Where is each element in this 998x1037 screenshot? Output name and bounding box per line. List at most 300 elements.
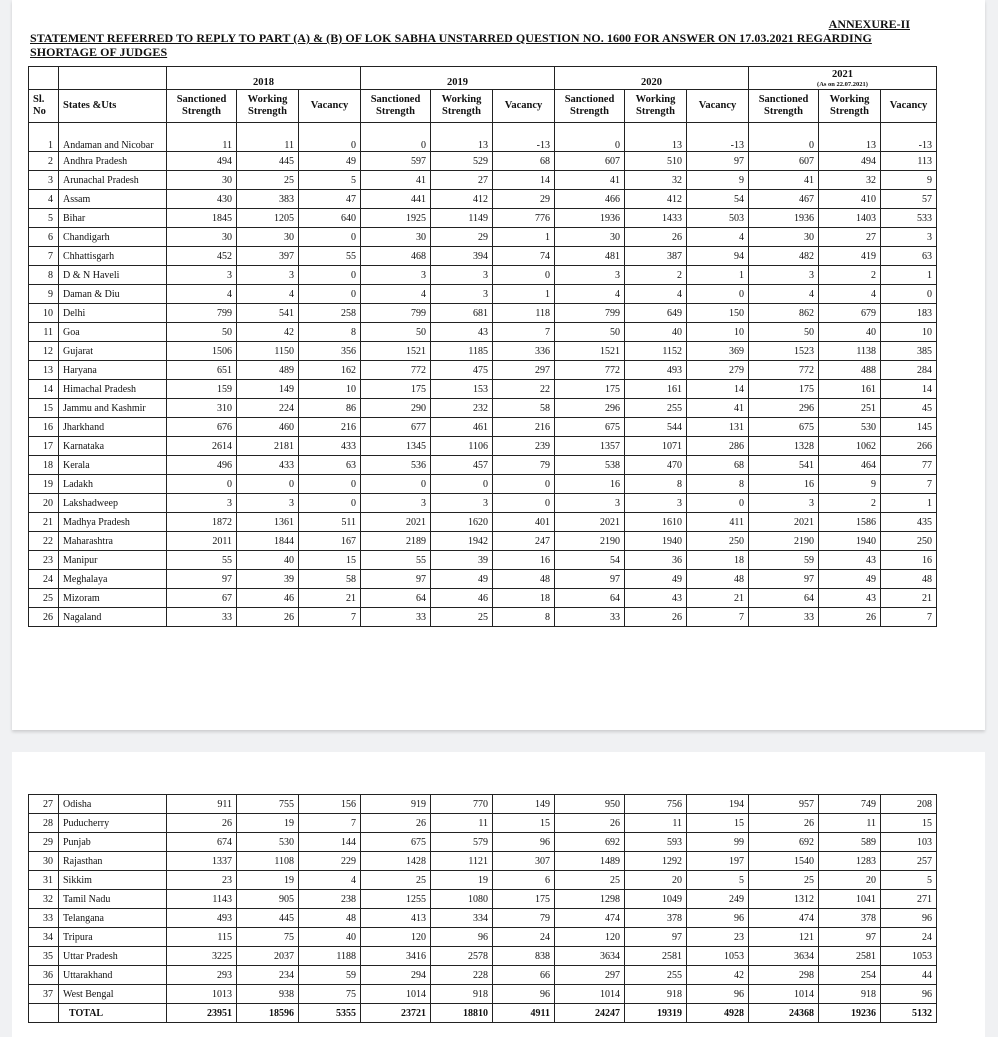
vacancy-2020-cell: 14 bbox=[687, 380, 749, 399]
working-2020-cell: 412 bbox=[625, 190, 687, 209]
serial-number: 13 bbox=[29, 361, 59, 380]
working-2019-cell: 0 bbox=[431, 475, 493, 494]
vacancy-2020-cell: 4 bbox=[687, 228, 749, 247]
table-row bbox=[29, 190, 937, 209]
sanctioned-2018-cell: 452 bbox=[167, 247, 237, 266]
working-2021-cell: 2 bbox=[819, 266, 881, 285]
state-name: Odisha bbox=[59, 795, 167, 814]
sanctioned-2020-cell: 33 bbox=[555, 608, 625, 627]
sanctioned-2020-cell: 481 bbox=[555, 247, 625, 266]
vacancy-2021-cell: 5 bbox=[881, 871, 937, 890]
sanctioned-2019-cell: 799 bbox=[361, 304, 431, 323]
total-cell: 5355 bbox=[299, 1004, 361, 1023]
working-2019-cell: 1106 bbox=[431, 437, 493, 456]
state-name: Haryana bbox=[59, 361, 167, 380]
sanctioned-2021-cell: 59 bbox=[749, 551, 819, 570]
working-2020-cell: 2581 bbox=[625, 947, 687, 966]
vacancy-2019-cell: 149 bbox=[493, 795, 555, 814]
table-row bbox=[29, 551, 937, 570]
sanctioned-2018-cell: 1872 bbox=[167, 513, 237, 532]
working-2021-cell: 679 bbox=[819, 304, 881, 323]
vacancy-2021-cell: 9 bbox=[881, 171, 937, 190]
working-2020-cell: 97 bbox=[625, 928, 687, 947]
vacancy-2020-cell: 96 bbox=[687, 985, 749, 1004]
state-header: States &Uts bbox=[59, 90, 167, 123]
working-2021-cell: 1062 bbox=[819, 437, 881, 456]
vacancy-2021-cell: 96 bbox=[881, 909, 937, 928]
sanctioned-2018-cell: 494 bbox=[167, 152, 237, 171]
sanctioned-2020-cell: 3634 bbox=[555, 947, 625, 966]
working-2020-cell: 1610 bbox=[625, 513, 687, 532]
sanctioned-2021-cell: 3 bbox=[749, 266, 819, 285]
table-row bbox=[29, 833, 937, 852]
working-2019-cell: 228 bbox=[431, 966, 493, 985]
vacancy-2019-cell: 68 bbox=[493, 152, 555, 171]
working-2021-cell: 589 bbox=[819, 833, 881, 852]
table-row bbox=[29, 494, 937, 513]
sanctioned-2021-cell: 30 bbox=[749, 228, 819, 247]
vacancy-2020-cell: 1053 bbox=[687, 947, 749, 966]
total-cell: 4928 bbox=[687, 1004, 749, 1023]
state-name: Tripura bbox=[59, 928, 167, 947]
vacancy-2021-cell: 44 bbox=[881, 966, 937, 985]
state-name: Maharashtra bbox=[59, 532, 167, 551]
sanctioned-2019-cell: 50 bbox=[361, 323, 431, 342]
working-2018-cell: 905 bbox=[237, 890, 299, 909]
serial-number: 21 bbox=[29, 513, 59, 532]
vacancy-2021-cell: 385 bbox=[881, 342, 937, 361]
vacancy-2021-cell: 16 bbox=[881, 551, 937, 570]
working-2019-cell: 1149 bbox=[431, 209, 493, 228]
sanctioned-2020-cell: 175 bbox=[555, 380, 625, 399]
total-cell: 18596 bbox=[237, 1004, 299, 1023]
state-name: Mizoram bbox=[59, 589, 167, 608]
total-cell: 24368 bbox=[749, 1004, 819, 1023]
total-row bbox=[29, 1004, 937, 1023]
sanctioned-2020-cell: 692 bbox=[555, 833, 625, 852]
working-2020-cell: 544 bbox=[625, 418, 687, 437]
working-2020-cell: 26 bbox=[625, 228, 687, 247]
vacancy-2020-cell: 411 bbox=[687, 513, 749, 532]
vacancy-2020-cell: 503 bbox=[687, 209, 749, 228]
sanctioned-2021-cell: 541 bbox=[749, 456, 819, 475]
judges-table-part-2 bbox=[28, 794, 937, 1023]
state-name: Jammu and Kashmir bbox=[59, 399, 167, 418]
working-2020-cell: 11 bbox=[625, 814, 687, 833]
sanctioned-2021-cell: 0 bbox=[749, 123, 819, 152]
working-header: Working Strength bbox=[625, 90, 687, 123]
table-row bbox=[29, 437, 937, 456]
working-2020-cell: 49 bbox=[625, 570, 687, 589]
sanctioned-2018-cell: 4 bbox=[167, 285, 237, 304]
working-2019-cell: 3 bbox=[431, 266, 493, 285]
sanctioned-2018-cell: 3225 bbox=[167, 947, 237, 966]
working-2021-cell: 749 bbox=[819, 795, 881, 814]
vacancy-2021-cell: 15 bbox=[881, 814, 937, 833]
working-2019-cell: 27 bbox=[431, 171, 493, 190]
sanctioned-2018-cell: 1506 bbox=[167, 342, 237, 361]
working-2019-cell: 1185 bbox=[431, 342, 493, 361]
working-2018-cell: 11 bbox=[237, 123, 299, 152]
table-row bbox=[29, 814, 937, 833]
serial-number: 8 bbox=[29, 266, 59, 285]
document-title: STATEMENT REFERRED TO REPLY TO PART (A) & (B) OF LOK SABHA UNSTARRED QUESTION NO. 1600 FOR ANSWER ON 17.03.2021 REGARDING SHORTAGE OF JUDGES bbox=[30, 31, 872, 59]
table-row bbox=[29, 532, 937, 551]
working-2021-cell: 13 bbox=[819, 123, 881, 152]
vacancy-header: Vacancy bbox=[687, 90, 749, 123]
working-2021-cell: 97 bbox=[819, 928, 881, 947]
sanctioned-2021-cell: 64 bbox=[749, 589, 819, 608]
vacancy-2019-cell: 239 bbox=[493, 437, 555, 456]
sanctioned-2021-cell: 296 bbox=[749, 399, 819, 418]
sanctioned-2018-cell: 1013 bbox=[167, 985, 237, 1004]
vacancy-2020-cell: 18 bbox=[687, 551, 749, 570]
working-2019-cell: 579 bbox=[431, 833, 493, 852]
working-2020-cell: 378 bbox=[625, 909, 687, 928]
vacancy-2020-cell: 7 bbox=[687, 608, 749, 627]
vacancy-2019-cell: 1 bbox=[493, 228, 555, 247]
vacancy-2018-cell: 433 bbox=[299, 437, 361, 456]
working-2019-cell: 232 bbox=[431, 399, 493, 418]
sanctioned-2020-cell: 3 bbox=[555, 266, 625, 285]
vacancy-2018-cell: 0 bbox=[299, 228, 361, 247]
sanctioned-2018-cell: 430 bbox=[167, 190, 237, 209]
working-2021-cell: 20 bbox=[819, 871, 881, 890]
as-on-date-note: (As on 22.07.2021) bbox=[817, 81, 868, 88]
sanctioned-2019-cell: 26 bbox=[361, 814, 431, 833]
serial-number: 27 bbox=[29, 795, 59, 814]
state-name: Assam bbox=[59, 190, 167, 209]
vacancy-2021-cell: 1 bbox=[881, 494, 937, 513]
serial-number: 26 bbox=[29, 608, 59, 627]
working-2020-cell: 161 bbox=[625, 380, 687, 399]
sanctioned-2020-cell: 466 bbox=[555, 190, 625, 209]
vacancy-2018-cell: 258 bbox=[299, 304, 361, 323]
state-name: Chandigarh bbox=[59, 228, 167, 247]
sanctioned-2019-cell: 1521 bbox=[361, 342, 431, 361]
blank-header bbox=[59, 67, 167, 90]
state-name: D & N Haveli bbox=[59, 266, 167, 285]
state-name: Madhya Pradesh bbox=[59, 513, 167, 532]
total-cell: 19319 bbox=[625, 1004, 687, 1023]
vacancy-2019-cell: 15 bbox=[493, 814, 555, 833]
vacancy-2018-cell: 7 bbox=[299, 608, 361, 627]
sanctioned-2020-cell: 16 bbox=[555, 475, 625, 494]
sanctioned-2018-cell: 496 bbox=[167, 456, 237, 475]
vacancy-2020-cell: 23 bbox=[687, 928, 749, 947]
working-2020-cell: 2 bbox=[625, 266, 687, 285]
serial-number: 32 bbox=[29, 890, 59, 909]
table-row bbox=[29, 871, 937, 890]
sanctioned-2021-cell: 862 bbox=[749, 304, 819, 323]
sanctioned-2018-cell: 1337 bbox=[167, 852, 237, 871]
state-name: Telangana bbox=[59, 909, 167, 928]
serial-number: 11 bbox=[29, 323, 59, 342]
working-2019-cell: 2578 bbox=[431, 947, 493, 966]
vacancy-2020-cell: 250 bbox=[687, 532, 749, 551]
vacancy-2018-cell: 48 bbox=[299, 909, 361, 928]
total-label: TOTAL bbox=[59, 1004, 167, 1023]
sanctioned-2020-cell: 772 bbox=[555, 361, 625, 380]
working-2018-cell: 25 bbox=[237, 171, 299, 190]
state-name: Puducherry bbox=[59, 814, 167, 833]
sanctioned-2019-cell: 1428 bbox=[361, 852, 431, 871]
working-2019-cell: 39 bbox=[431, 551, 493, 570]
serial-number: 16 bbox=[29, 418, 59, 437]
vacancy-2018-cell: 49 bbox=[299, 152, 361, 171]
sanctioned-2019-cell: 4 bbox=[361, 285, 431, 304]
sanctioned-2019-cell: 3 bbox=[361, 494, 431, 513]
sanctioned-2021-cell: 474 bbox=[749, 909, 819, 928]
sanctioned-2021-cell: 2021 bbox=[749, 513, 819, 532]
working-2018-cell: 2037 bbox=[237, 947, 299, 966]
sanctioned-2020-cell: 1489 bbox=[555, 852, 625, 871]
sanctioned-2019-cell: 25 bbox=[361, 871, 431, 890]
sanctioned-2019-cell: 597 bbox=[361, 152, 431, 171]
vacancy-2019-cell: 74 bbox=[493, 247, 555, 266]
working-2020-cell: 26 bbox=[625, 608, 687, 627]
document-page-2 bbox=[12, 752, 985, 1037]
vacancy-2021-cell: 435 bbox=[881, 513, 937, 532]
working-2018-cell: 0 bbox=[237, 475, 299, 494]
serial-number: 3 bbox=[29, 171, 59, 190]
sanctioned-2021-cell: 3634 bbox=[749, 947, 819, 966]
working-2020-cell: 8 bbox=[625, 475, 687, 494]
sanctioned-2018-cell: 11 bbox=[167, 123, 237, 152]
serial-number: 29 bbox=[29, 833, 59, 852]
year-header-2018: 2018 bbox=[167, 67, 361, 90]
table-row bbox=[29, 171, 937, 190]
state-name: Meghalaya bbox=[59, 570, 167, 589]
working-2019-cell: 11 bbox=[431, 814, 493, 833]
table-row bbox=[29, 570, 937, 589]
sanctioned-2021-cell: 41 bbox=[749, 171, 819, 190]
vacancy-2019-cell: 22 bbox=[493, 380, 555, 399]
vacancy-2019-cell: 247 bbox=[493, 532, 555, 551]
vacancy-2020-cell: 15 bbox=[687, 814, 749, 833]
serial-number: 31 bbox=[29, 871, 59, 890]
table-row bbox=[29, 608, 937, 627]
state-name: Arunachal Pradesh bbox=[59, 171, 167, 190]
working-2020-cell: 255 bbox=[625, 399, 687, 418]
sanctioned-2019-cell: 0 bbox=[361, 123, 431, 152]
vacancy-2020-cell: 0 bbox=[687, 494, 749, 513]
working-2021-cell: 488 bbox=[819, 361, 881, 380]
table-row bbox=[29, 228, 937, 247]
working-2020-cell: 1292 bbox=[625, 852, 687, 871]
working-2021-cell: 161 bbox=[819, 380, 881, 399]
serial-number: 12 bbox=[29, 342, 59, 361]
vacancy-2021-cell: 7 bbox=[881, 608, 937, 627]
sanctioned-2020-cell: 2021 bbox=[555, 513, 625, 532]
vacancy-2018-cell: 640 bbox=[299, 209, 361, 228]
vacancy-2018-cell: 47 bbox=[299, 190, 361, 209]
judges-table-part-1 bbox=[28, 66, 937, 627]
vacancy-2019-cell: 79 bbox=[493, 456, 555, 475]
working-2021-cell: 464 bbox=[819, 456, 881, 475]
serial-number: 15 bbox=[29, 399, 59, 418]
vacancy-2019-cell: 307 bbox=[493, 852, 555, 871]
table-row bbox=[29, 795, 937, 814]
vacancy-2021-cell: 57 bbox=[881, 190, 937, 209]
working-2020-cell: 36 bbox=[625, 551, 687, 570]
vacancy-2018-cell: 511 bbox=[299, 513, 361, 532]
vacancy-2020-cell: 194 bbox=[687, 795, 749, 814]
vacancy-2019-cell: 16 bbox=[493, 551, 555, 570]
vacancy-2018-cell: 7 bbox=[299, 814, 361, 833]
table-row bbox=[29, 928, 937, 947]
serial-number: 14 bbox=[29, 380, 59, 399]
vacancy-2020-cell: 42 bbox=[687, 966, 749, 985]
total-cell: 4911 bbox=[493, 1004, 555, 1023]
vacancy-2019-cell: 66 bbox=[493, 966, 555, 985]
working-2018-cell: 39 bbox=[237, 570, 299, 589]
sanctioned-2019-cell: 290 bbox=[361, 399, 431, 418]
working-2019-cell: 918 bbox=[431, 985, 493, 1004]
serial-number: 7 bbox=[29, 247, 59, 266]
table-row bbox=[29, 266, 937, 285]
serial-number: 17 bbox=[29, 437, 59, 456]
working-2020-cell: 255 bbox=[625, 966, 687, 985]
vacancy-2018-cell: 216 bbox=[299, 418, 361, 437]
serial-number: 24 bbox=[29, 570, 59, 589]
sanctioned-2019-cell: 1925 bbox=[361, 209, 431, 228]
sanctioned-2020-cell: 297 bbox=[555, 966, 625, 985]
vacancy-2020-cell: 9 bbox=[687, 171, 749, 190]
working-2018-cell: 26 bbox=[237, 608, 299, 627]
vacancy-2020-cell: 249 bbox=[687, 890, 749, 909]
state-name: Lakshadweep bbox=[59, 494, 167, 513]
working-2018-cell: 1205 bbox=[237, 209, 299, 228]
vacancy-2020-cell: 5 bbox=[687, 871, 749, 890]
serial-number: 10 bbox=[29, 304, 59, 323]
table-row bbox=[29, 380, 937, 399]
serial-number: 37 bbox=[29, 985, 59, 1004]
serial-number: 36 bbox=[29, 966, 59, 985]
working-2018-cell: 530 bbox=[237, 833, 299, 852]
working-2021-cell: 9 bbox=[819, 475, 881, 494]
sanctioned-2019-cell: 97 bbox=[361, 570, 431, 589]
vacancy-2019-cell: 48 bbox=[493, 570, 555, 589]
working-2019-cell: 19 bbox=[431, 871, 493, 890]
vacancy-header: Vacancy bbox=[493, 90, 555, 123]
state-name: Kerala bbox=[59, 456, 167, 475]
state-name: Punjab bbox=[59, 833, 167, 852]
working-2021-cell: 26 bbox=[819, 608, 881, 627]
sanctioned-2020-cell: 30 bbox=[555, 228, 625, 247]
sanctioned-2018-cell: 3 bbox=[167, 266, 237, 285]
working-2019-cell: 1942 bbox=[431, 532, 493, 551]
working-2021-cell: 378 bbox=[819, 909, 881, 928]
sanctioned-2018-cell: 3 bbox=[167, 494, 237, 513]
working-2019-cell: 681 bbox=[431, 304, 493, 323]
working-2019-cell: 529 bbox=[431, 152, 493, 171]
working-2019-cell: 96 bbox=[431, 928, 493, 947]
vacancy-2019-cell: 18 bbox=[493, 589, 555, 608]
vacancy-2021-cell: 1 bbox=[881, 266, 937, 285]
sanctioned-2019-cell: 1255 bbox=[361, 890, 431, 909]
sanctioned-2018-cell: 1143 bbox=[167, 890, 237, 909]
sanctioned-2019-cell: 64 bbox=[361, 589, 431, 608]
table-row bbox=[29, 323, 937, 342]
sanctioned-2021-cell: 3 bbox=[749, 494, 819, 513]
vacancy-2019-cell: 14 bbox=[493, 171, 555, 190]
serial-number: 22 bbox=[29, 532, 59, 551]
working-2020-cell: 13 bbox=[625, 123, 687, 152]
working-2020-cell: 918 bbox=[625, 985, 687, 1004]
sanctioned-2020-cell: 64 bbox=[555, 589, 625, 608]
year-header-2020: 2020 bbox=[555, 67, 749, 90]
vacancy-2019-cell: 7 bbox=[493, 323, 555, 342]
sl-no-header: Sl. No bbox=[29, 90, 59, 123]
sanctioned-2018-cell: 23 bbox=[167, 871, 237, 890]
working-header: Working Strength bbox=[237, 90, 299, 123]
working-2018-cell: 42 bbox=[237, 323, 299, 342]
vacancy-2019-cell: 6 bbox=[493, 871, 555, 890]
table-row bbox=[29, 152, 937, 171]
vacancy-2021-cell: 266 bbox=[881, 437, 937, 456]
total-cell: 23951 bbox=[167, 1004, 237, 1023]
working-2019-cell: 49 bbox=[431, 570, 493, 589]
sanctioned-2021-cell: 26 bbox=[749, 814, 819, 833]
sanctioned-2021-cell: 1540 bbox=[749, 852, 819, 871]
vacancy-header: Vacancy bbox=[881, 90, 937, 123]
table-row bbox=[29, 342, 937, 361]
working-2018-cell: 2181 bbox=[237, 437, 299, 456]
vacancy-2021-cell: 113 bbox=[881, 152, 937, 171]
working-2021-cell: 43 bbox=[819, 589, 881, 608]
working-2018-cell: 40 bbox=[237, 551, 299, 570]
working-2021-cell: 918 bbox=[819, 985, 881, 1004]
working-2020-cell: 593 bbox=[625, 833, 687, 852]
vacancy-2018-cell: 167 bbox=[299, 532, 361, 551]
working-2021-cell: 2 bbox=[819, 494, 881, 513]
sanctioned-2020-cell: 4 bbox=[555, 285, 625, 304]
working-2021-cell: 2581 bbox=[819, 947, 881, 966]
sanctioned-2018-cell: 2614 bbox=[167, 437, 237, 456]
working-2018-cell: 397 bbox=[237, 247, 299, 266]
sanctioned-2021-cell: 33 bbox=[749, 608, 819, 627]
total-cell: 18810 bbox=[431, 1004, 493, 1023]
working-2019-cell: 25 bbox=[431, 608, 493, 627]
state-name: Chhattisgarh bbox=[59, 247, 167, 266]
vacancy-2020-cell: 131 bbox=[687, 418, 749, 437]
sanctioned-2020-cell: 675 bbox=[555, 418, 625, 437]
working-2020-cell: 470 bbox=[625, 456, 687, 475]
year-header-2019: 2019 bbox=[361, 67, 555, 90]
vacancy-2020-cell: 279 bbox=[687, 361, 749, 380]
state-name: Nagaland bbox=[59, 608, 167, 627]
sanctioned-2019-cell: 468 bbox=[361, 247, 431, 266]
sanctioned-2019-cell: 536 bbox=[361, 456, 431, 475]
sanctioned-2019-cell: 1345 bbox=[361, 437, 431, 456]
sanctioned-2020-cell: 474 bbox=[555, 909, 625, 928]
sanctioned-2020-cell: 1357 bbox=[555, 437, 625, 456]
working-2018-cell: 1844 bbox=[237, 532, 299, 551]
vacancy-2020-cell: 41 bbox=[687, 399, 749, 418]
sanctioned-2020-cell: 950 bbox=[555, 795, 625, 814]
sanctioned-2021-cell: 675 bbox=[749, 418, 819, 437]
working-2018-cell: 433 bbox=[237, 456, 299, 475]
vacancy-2018-cell: 162 bbox=[299, 361, 361, 380]
sanctioned-2021-cell: 772 bbox=[749, 361, 819, 380]
vacancy-2021-cell: 284 bbox=[881, 361, 937, 380]
sanctioned-2019-cell: 1014 bbox=[361, 985, 431, 1004]
vacancy-2018-cell: 5 bbox=[299, 171, 361, 190]
serial-number: 1 bbox=[29, 123, 59, 152]
sanctioned-2018-cell: 55 bbox=[167, 551, 237, 570]
vacancy-2018-cell: 86 bbox=[299, 399, 361, 418]
